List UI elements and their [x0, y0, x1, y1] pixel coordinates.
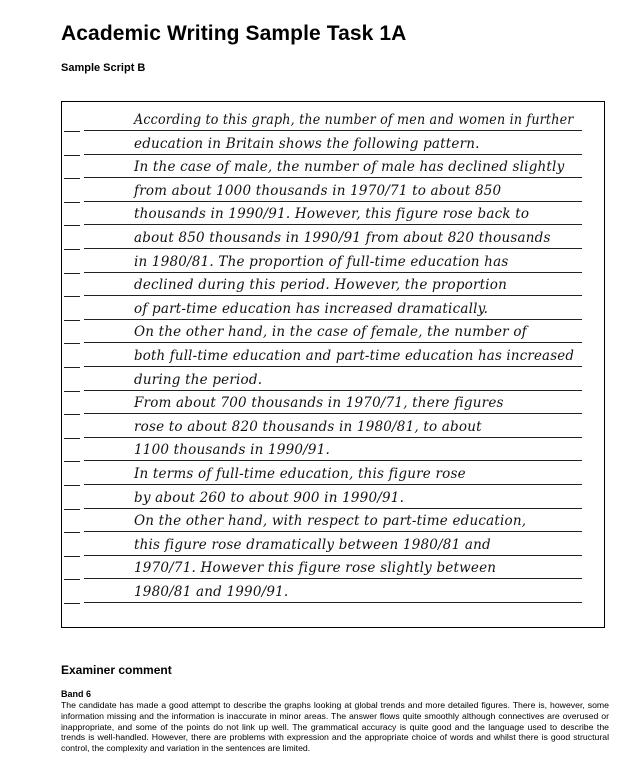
handwritten-text: from about 1000 thousands in 1970/71 to about 850	[134, 182, 502, 199]
handwritten-text: On the other hand, with respect to part-time education,	[134, 513, 527, 530]
margin-dash	[64, 202, 80, 203]
script-line	[84, 576, 582, 603]
handwritten-text: rose to about 820 thousands in 1980/81, to about	[134, 418, 482, 435]
handwritten-text: during the period.	[134, 371, 263, 388]
margin-dash	[64, 509, 80, 510]
margin-dash	[64, 367, 80, 368]
handwritten-text: In the case of male, the number of male has declined slightly	[134, 159, 565, 176]
handwritten-text: education in Britain shows the following pattern.	[134, 135, 480, 152]
margin-dash	[64, 579, 80, 580]
margin-dash	[64, 461, 80, 462]
page-title: Academic Writing Sample Task 1A	[61, 22, 407, 45]
margin-dash	[64, 391, 80, 392]
page-subtitle: Sample Script B	[61, 62, 146, 74]
handwritten-text: both full-time education and part-time education has increased	[134, 348, 575, 364]
handwritten-script-image	[61, 101, 605, 628]
handwritten-text: In terms of full-time education, this figure rose	[134, 466, 466, 482]
margin-dash	[64, 485, 80, 486]
margin-dash	[64, 249, 80, 250]
handwritten-text: by about 260 to about 900 in 1990/91.	[134, 489, 405, 506]
margin-dash	[64, 532, 80, 533]
margin-dash	[64, 225, 80, 226]
margin-dash	[64, 343, 80, 344]
handwritten-text: about 850 thousands in 1990/91 from about 820 thousands	[134, 230, 551, 246]
handwritten-text: From about 700 thousands in 1970/71, there figures	[134, 395, 504, 412]
handwritten-text: On the other hand, in the case of female, the number of	[134, 324, 527, 341]
handwritten-text: 1100 thousands in 1990/91.	[134, 442, 330, 459]
margin-dash	[64, 178, 80, 179]
margin-dash	[64, 273, 80, 274]
handwritten-text: 1980/81 and 1990/91.	[134, 584, 289, 600]
handwritten-text: of part-time education has increased dramatically.	[134, 300, 489, 317]
handwritten-text: According to this graph, the number of men and women in further	[134, 112, 574, 128]
margin-dash	[64, 603, 80, 604]
band-score: Band 6	[61, 689, 92, 699]
handwritten-text: this figure rose dramatically between 1980/81 and	[134, 536, 491, 553]
examiner-comment-heading: Examiner comment	[61, 663, 172, 677]
handwritten-text: in 1980/81. The proportion of full-time education has	[134, 253, 509, 270]
margin-dash	[64, 556, 80, 557]
margin-dash	[64, 320, 80, 321]
margin-dash	[64, 296, 80, 297]
handwritten-text: thousands in 1990/91. However, this figure rose back to	[134, 206, 530, 223]
margin-dash	[64, 438, 80, 439]
examiner-comment-text: The candidate has made a good attempt to describe the graphs looking at global trends and more detailed figures. There is, however, some information missing and the information is inaccurate in minor areas. The answer flows quite smoothly although connectives are overused or inappropriate, and some of the points do not link up well. The grammatical accuracy is quite good and the language used to describe the trends is well-handled. However, there are problems with expression and the appropriate choice of words and whilst there is good structural control, the complexity and variation in the sentences are limited.	[61, 700, 609, 754]
handwritten-text: declined during this period. However, the proportion	[134, 277, 508, 294]
margin-dash	[64, 155, 80, 156]
handwritten-text: 1970/71. However this figure rose slightly between	[134, 560, 497, 577]
margin-dash	[64, 414, 80, 415]
margin-dash	[64, 131, 80, 132]
